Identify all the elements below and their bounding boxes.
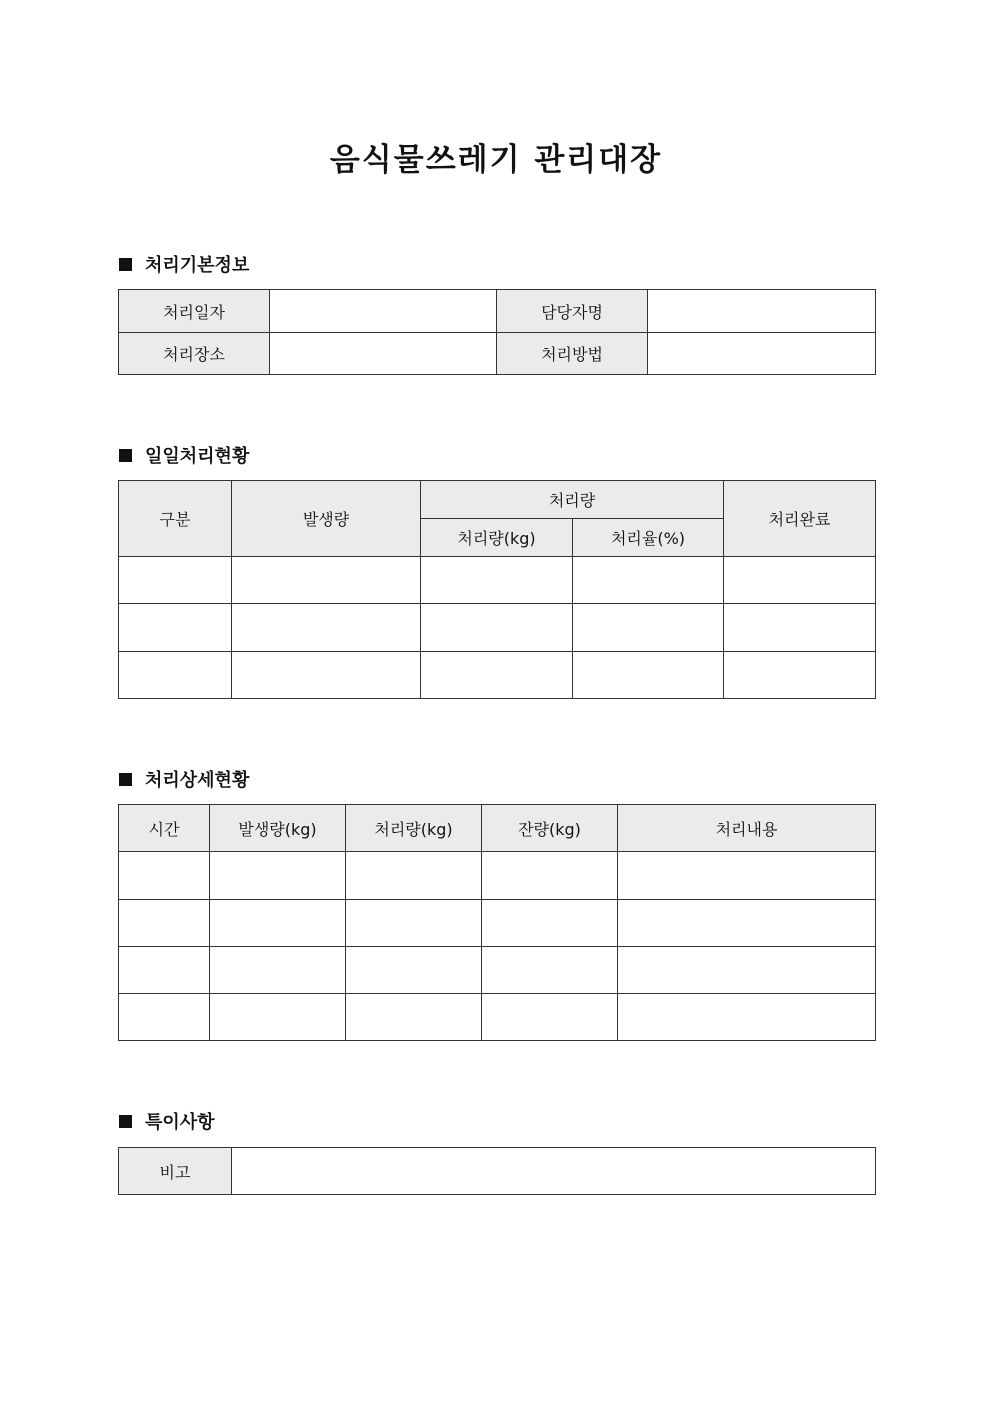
label-method: 처리방법: [497, 333, 648, 375]
table-cell[interactable]: [618, 994, 876, 1041]
square-bullet-icon: [119, 1115, 132, 1128]
table-row: [119, 994, 876, 1041]
page-title: 음식물쓰레기 관리대장: [329, 142, 663, 178]
header-remaining-kg: 잔량(kg): [482, 805, 618, 852]
table-cell[interactable]: [210, 947, 346, 994]
method-field[interactable]: [648, 333, 876, 375]
table-cell[interactable]: [618, 852, 876, 900]
table-cell[interactable]: [346, 852, 482, 900]
header-generated-kg: 발생량(kg): [210, 805, 346, 852]
label-date: 처리일자: [119, 290, 270, 333]
header-processed-group: 처리량: [421, 481, 724, 519]
header-time: 시간: [119, 805, 210, 852]
table-cell[interactable]: [724, 604, 876, 652]
notes-table: [118, 1147, 876, 1195]
table-cell[interactable]: [421, 604, 573, 652]
table-row: [119, 947, 876, 994]
section-basic-info-heading: [119, 252, 249, 276]
table-cell[interactable]: [482, 852, 618, 900]
header-generated: 발생량: [232, 481, 421, 557]
square-bullet-icon: [119, 449, 132, 462]
table-cell[interactable]: [210, 994, 346, 1041]
table-row: [119, 852, 876, 900]
table-cell[interactable]: [482, 947, 618, 994]
table-row: [119, 652, 876, 699]
label-remarks: 비고: [119, 1148, 232, 1195]
section-title: 일일처리현황: [145, 446, 250, 467]
square-bullet-icon: [119, 773, 132, 786]
table-cell[interactable]: [210, 852, 346, 900]
date-field[interactable]: [270, 290, 497, 333]
header-processed-rate: 처리율(%): [573, 519, 724, 557]
table-cell[interactable]: [482, 994, 618, 1041]
label-manager: 담당자명: [497, 290, 648, 333]
manager-field[interactable]: [648, 290, 876, 333]
table-cell[interactable]: [232, 604, 421, 652]
daily-table: [118, 480, 876, 699]
table-row: [119, 557, 876, 604]
table-cell[interactable]: [119, 994, 210, 1041]
place-field[interactable]: [270, 333, 497, 375]
header-content: 처리내용: [618, 805, 876, 852]
detail-table: [118, 804, 876, 1041]
table-cell[interactable]: [119, 652, 232, 699]
table-cell[interactable]: [119, 900, 210, 947]
table-cell[interactable]: [119, 557, 232, 604]
label-place: 처리장소: [119, 333, 270, 375]
table-cell[interactable]: [573, 604, 724, 652]
table-row: [119, 604, 876, 652]
table-cell[interactable]: [573, 557, 724, 604]
section-title: 처리상세현황: [145, 770, 250, 791]
table-cell[interactable]: [119, 852, 210, 900]
header-completed: 처리완료: [724, 481, 876, 557]
basic-info-table: [118, 289, 876, 375]
table-cell[interactable]: [724, 652, 876, 699]
table-cell[interactable]: [724, 557, 876, 604]
section-daily-heading: [119, 443, 249, 467]
header-processed-kg: 처리량(kg): [421, 519, 573, 557]
table-cell[interactable]: [618, 900, 876, 947]
section-notes-heading: [119, 1109, 215, 1133]
table-cell[interactable]: [210, 900, 346, 947]
section-title: 처리기본정보: [145, 255, 250, 276]
table-cell[interactable]: [119, 604, 232, 652]
header-processed-kg: 처리량(kg): [346, 805, 482, 852]
table-cell[interactable]: [119, 947, 210, 994]
table-cell[interactable]: [482, 900, 618, 947]
square-bullet-icon: [119, 258, 132, 271]
table-cell[interactable]: [232, 652, 421, 699]
table-cell[interactable]: [346, 994, 482, 1041]
table-row: [119, 900, 876, 947]
table-cell[interactable]: [421, 557, 573, 604]
table-cell[interactable]: [573, 652, 724, 699]
section-detail-heading: [119, 767, 249, 791]
table-cell[interactable]: [346, 947, 482, 994]
section-title: 특이사항: [145, 1112, 215, 1133]
header-category: 구분: [119, 481, 232, 557]
table-cell[interactable]: [421, 652, 573, 699]
table-cell[interactable]: [232, 557, 421, 604]
table-cell[interactable]: [346, 900, 482, 947]
table-cell[interactable]: [618, 947, 876, 994]
remarks-field[interactable]: [232, 1148, 876, 1195]
